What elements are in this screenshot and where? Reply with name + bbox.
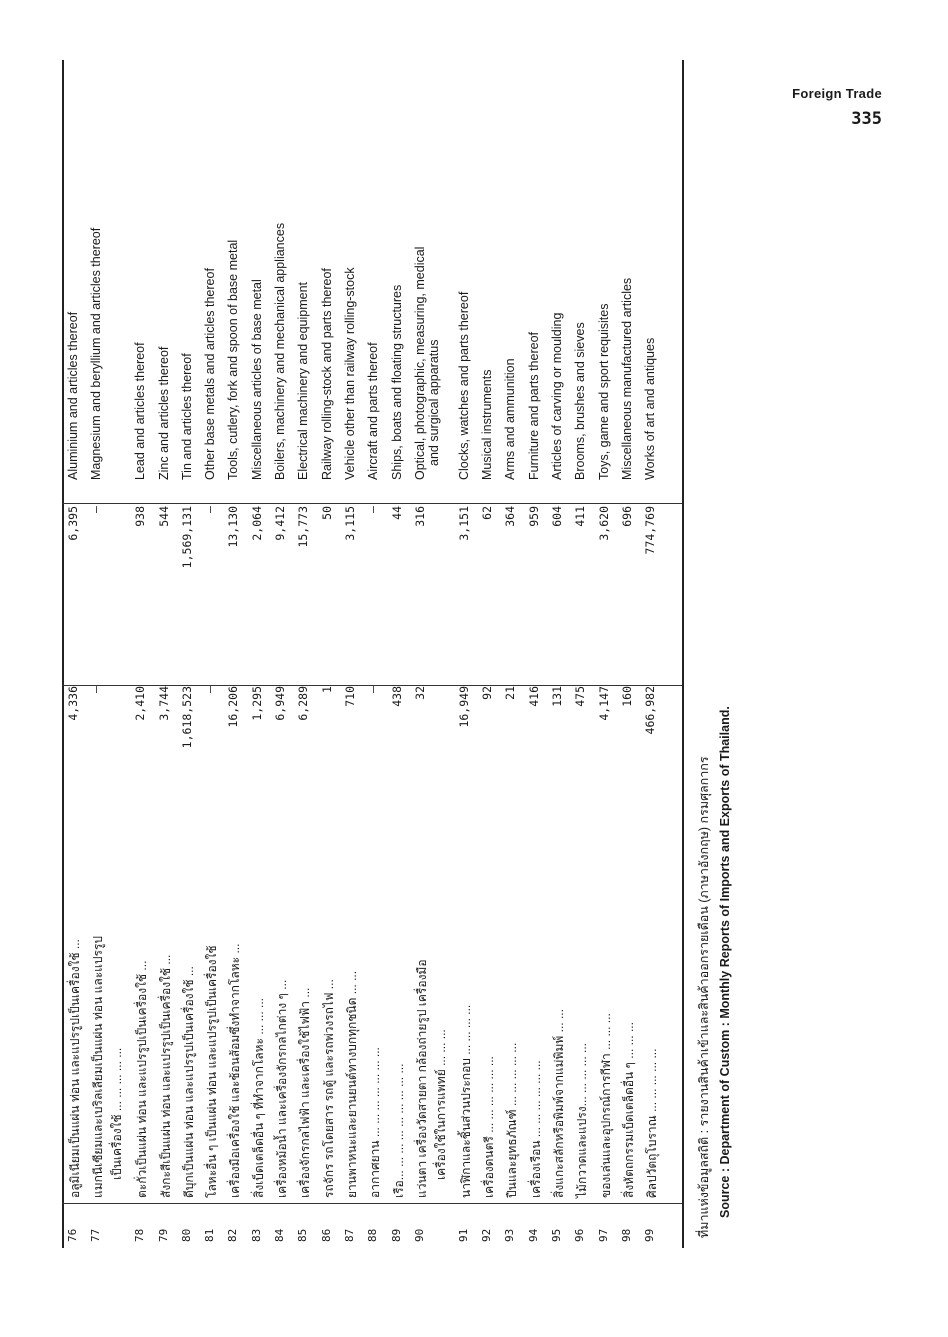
hs-code: 89 <box>389 1228 403 1242</box>
english-description <box>643 60 657 494</box>
english-description <box>390 60 404 494</box>
english-description-line: Works of art and antiques <box>643 337 658 480</box>
hs-code: 77 <box>89 1228 103 1242</box>
hs-code: 82 <box>226 1228 240 1242</box>
table-row <box>620 60 643 1248</box>
table-row <box>527 60 550 1248</box>
value-column-1: 438 <box>389 686 404 707</box>
value-column-1: 1 <box>319 686 334 693</box>
hs-code: 87 <box>342 1228 356 1242</box>
thai-description <box>226 848 245 1202</box>
thai-description-line: สิ่งแกะสลักหรือพิมพ์จากแม่พิมพ์ ... ... <box>552 1009 567 1198</box>
hs-code: 91 <box>456 1228 470 1242</box>
thai-description <box>550 848 569 1202</box>
english-description <box>89 60 103 494</box>
table-row <box>250 60 273 1248</box>
value-column-2: 50 <box>319 506 334 520</box>
value-column-2: – <box>203 506 218 513</box>
thai-description <box>573 848 592 1202</box>
table-bottom-rule <box>682 60 684 1248</box>
thai-description-line: เครื่องใช้ในการแพทย์ ... ... ... <box>433 1029 448 1180</box>
value-column-2: 9,412 <box>273 506 288 541</box>
value-column-1: 32 <box>412 686 427 700</box>
table-row <box>550 60 573 1248</box>
value-column-2: – <box>89 506 104 513</box>
thai-description <box>366 848 385 1202</box>
english-description <box>366 60 380 494</box>
english-description-line: Boilers, machinery and mechanical appliances <box>273 222 288 480</box>
thai-description-line: ไม้กวาดและแปรง... ... ... ... ... <box>575 1042 590 1198</box>
table-row <box>643 60 666 1248</box>
thai-description <box>66 848 85 1202</box>
thai-description <box>273 848 292 1202</box>
english-description-line: Electrical machinery and equipment <box>296 281 311 480</box>
thai-description-line: แว่นตา เครื่องวัดสายตา กล้องถ่ายรูป เครื่องมือ <box>414 959 429 1198</box>
english-description-line: Aircraft and parts thereof <box>366 342 381 480</box>
thai-description <box>503 848 522 1202</box>
english-description-line: Zinc and articles thereof <box>156 346 171 480</box>
hs-code: 92 <box>480 1228 494 1242</box>
value-column-2: 544 <box>156 506 171 527</box>
hs-code: 78 <box>133 1228 147 1242</box>
trade-table <box>62 60 792 1248</box>
hs-code: 94 <box>526 1228 540 1242</box>
value-column-2: 411 <box>573 506 588 527</box>
english-description <box>550 60 564 494</box>
hs-code: 81 <box>203 1228 217 1242</box>
thai-description <box>296 848 315 1202</box>
value-column-2: 959 <box>526 506 541 527</box>
english-description-line: Tools, cutlery, fork and spoon of base metal <box>226 239 241 480</box>
thai-description-line: เป็นเครื่องใช้ ... ... ... ... ... <box>110 1047 125 1180</box>
english-description-line: Lead and articles thereof <box>133 342 148 480</box>
value-column-1: – <box>89 686 104 693</box>
value-column-1: 466,982 <box>643 686 658 735</box>
thai-description-line: นาฬิกาและชิ้นส่วนประกอบ ... ... ... ... <box>458 1004 473 1198</box>
hs-code: 98 <box>619 1228 633 1242</box>
table-row <box>480 60 503 1248</box>
value-column-2: 774,769 <box>643 506 658 555</box>
table-row <box>226 60 249 1248</box>
value-column-2: 3,115 <box>342 506 357 541</box>
english-description-line: Musical instruments <box>480 369 495 480</box>
thai-description-line: เครื่องมือเครื่องใช้ และช้อนส้อมซึ่งทำจากโลหะ ... <box>228 943 243 1198</box>
hs-code: 90 <box>412 1228 426 1242</box>
value-column-1: 6,289 <box>296 686 311 721</box>
value-column-2: 3,620 <box>596 506 611 541</box>
thai-description <box>390 848 409 1202</box>
english-description-line: Magnesium and beryllium and articles thereof <box>89 227 104 480</box>
thai-description <box>643 848 662 1202</box>
thai-description-line: ปืนและยุทธภัณฑ์ ... ... ... ... ... <box>505 1042 520 1198</box>
thai-description-line: เครื่องเรือน ... ... ... ... ... ... <box>528 1060 543 1198</box>
table-row <box>343 60 366 1248</box>
english-description <box>250 60 264 494</box>
english-description <box>620 60 634 494</box>
thai-description <box>180 848 199 1202</box>
english-description <box>480 60 494 494</box>
thai-description <box>620 848 639 1202</box>
page-header <box>792 86 882 129</box>
hs-code: 85 <box>296 1228 310 1242</box>
table-row <box>457 60 480 1248</box>
value-column-2: 13,130 <box>226 506 241 548</box>
value-column-2: 938 <box>133 506 148 527</box>
value-column-1: 6,949 <box>273 686 288 721</box>
value-column-1: – <box>203 686 218 693</box>
hs-code: 79 <box>156 1228 170 1242</box>
thai-description-line: ตะกั่วเป็นแผ่น ท่อน และแปรรูปเป็นเครื่องใช้ ... <box>135 960 150 1198</box>
hs-code: 83 <box>249 1228 263 1242</box>
source-english: Source : Department of Custom : Monthly Reports of Imports and Exports of Thailand. <box>718 706 732 1218</box>
value-column-1: 3,744 <box>156 686 171 721</box>
english-description <box>157 60 171 494</box>
value-column-2: 604 <box>550 506 565 527</box>
value-column-1: 1,295 <box>249 686 264 721</box>
table-row <box>66 60 89 1248</box>
table-row <box>273 60 296 1248</box>
thai-description-line: อลูมิเนียมเป็นแผ่น ท่อน และแปรรูปเป็นเครื่องใช้ ... <box>68 939 82 1198</box>
source-thai: ที่มาแห่งข้อมูลสถิติ : รายงานสินค้าเข้าและสินค้าออกรายเดือน (ภาษาอังกฤษ) กรมศุลกากร <box>697 756 711 1238</box>
english-description-line: Miscellaneous manufactured articles <box>619 277 634 480</box>
value-column-1: 16,949 <box>456 686 471 728</box>
thai-description-line: สังกะสีเป็นแผ่น ท่อน และแปรรูปเป็นเครื่องใช้ ... <box>158 954 173 1198</box>
english-description <box>503 60 517 494</box>
thai-description-line: สิ่งเบ็ดเตล็ดอื่น ๆ ที่ทำจากโลหะ ... ... ... <box>251 997 266 1198</box>
table-row <box>157 60 180 1248</box>
english-description-line: Arms and ammunition <box>503 358 518 480</box>
english-description-line: and surgical apparatus <box>426 339 441 466</box>
value-column-1: 1,618,523 <box>179 686 194 749</box>
value-column-1: 2,410 <box>133 686 148 721</box>
value-column-1: 92 <box>480 686 495 700</box>
thai-description <box>157 848 176 1202</box>
english-description-line: Clocks, watches and parts thereof <box>456 291 471 480</box>
hs-code: 84 <box>273 1228 287 1242</box>
hs-code: 80 <box>179 1228 193 1242</box>
thai-description <box>480 848 499 1202</box>
value-column-1: 21 <box>503 686 518 700</box>
table-row <box>89 60 133 1248</box>
value-column-2: 364 <box>503 506 518 527</box>
hs-code: 93 <box>503 1228 517 1242</box>
value-column-2: 2,064 <box>249 506 264 541</box>
english-description-line: Optical, photographic, measuring, medical <box>412 246 427 480</box>
table-row <box>503 60 526 1248</box>
english-description <box>573 60 587 494</box>
value-column-1: 4,147 <box>596 686 611 721</box>
thai-description <box>133 848 152 1202</box>
english-description-line: Other base metals and articles thereof <box>203 268 218 480</box>
table-row <box>296 60 319 1248</box>
section-title: Foreign Trade <box>792 86 882 101</box>
table-row <box>133 60 156 1248</box>
source-note <box>694 60 732 1248</box>
english-description-line: Articles of carving or moulding <box>550 312 565 480</box>
table-row <box>390 60 413 1248</box>
english-description-line: Furniture and parts thereof <box>526 332 541 480</box>
thai-description <box>320 848 339 1202</box>
english-description-line: Aluminium and articles thereof <box>66 311 80 480</box>
value-column-2: 316 <box>412 506 427 527</box>
value-column-2: 6,395 <box>66 506 80 541</box>
hs-code: 86 <box>319 1228 333 1242</box>
thai-description-line: โลหะอื่น ๆ เป็นแผ่น ท่อน และแปรรูปเป็นเครื่องใช้ <box>205 945 220 1198</box>
value-column-1: 416 <box>526 686 541 707</box>
value-column-1: 4,336 <box>66 686 80 721</box>
thai-description-line: ยานพาหนะและยานยนต์ทางบกทุกชนิด ... ... <box>344 970 359 1198</box>
table-row <box>366 60 389 1248</box>
value-column-1: – <box>366 686 381 693</box>
value-column-2: 62 <box>480 506 495 520</box>
value-column-2: 1,569,131 <box>179 506 194 569</box>
english-description-line: Brooms, brushes and sieves <box>573 322 588 480</box>
thai-description-line: สิ่งหัตถกรรมเบ็ดเตล็ดอื่น ๆ ... ... ... <box>621 1022 636 1198</box>
thai-description <box>597 848 616 1202</box>
english-description <box>527 60 541 494</box>
table-row <box>413 60 457 1248</box>
table-top-rule <box>62 60 64 1248</box>
english-description <box>343 60 357 494</box>
thai-description <box>250 848 269 1202</box>
page-number: 335 <box>851 109 882 129</box>
english-description-line: Ships, boats and floating structures <box>389 284 404 480</box>
thai-description <box>457 848 476 1202</box>
value-column-2: 15,773 <box>296 506 311 548</box>
thai-description-line: อากาศยาน ... ... ... ... ... ... ... <box>368 1047 383 1198</box>
thai-description-line: เรือ... ... ... ... ... ... ... ... ... <box>391 1063 406 1198</box>
english-description <box>597 60 611 494</box>
value-column-2: 3,151 <box>456 506 471 541</box>
value-column-1: 710 <box>342 686 357 707</box>
english-description-line: Toys, game and sport requisites <box>596 303 611 480</box>
value-column-1: 16,206 <box>226 686 241 728</box>
thai-description-line: แมกนีเซียมและเบริลเลียมเป็นแผ่น ท่อน และแปรรูป <box>91 935 106 1198</box>
thai-description <box>203 848 222 1202</box>
hs-code: 97 <box>596 1228 610 1242</box>
thai-description-line: ศิลปวัตถุโบราณ ... ... ... ... ... <box>645 1048 660 1198</box>
rotated-table-container <box>62 60 792 1248</box>
thai-description <box>527 848 546 1202</box>
value-column-1: 160 <box>619 686 634 707</box>
english-description <box>226 60 240 494</box>
english-description-line: Tin and articles thereof <box>179 353 194 480</box>
thai-description-line: ของเล่นและอุปกรณ์การกีฬา ... ... ... <box>598 1013 613 1198</box>
thai-description <box>89 848 127 1202</box>
english-description-line: Railway rolling-stock and parts thereof <box>319 268 334 480</box>
value-column-2: 44 <box>389 506 404 520</box>
english-description <box>273 60 287 494</box>
english-description-line: Vehicle other than railway rolling-stock <box>342 267 357 480</box>
thai-description <box>343 848 362 1202</box>
thai-description <box>413 848 451 1202</box>
english-description <box>413 60 441 494</box>
hs-code: 96 <box>573 1228 587 1242</box>
english-description <box>320 60 334 494</box>
english-description <box>133 60 147 494</box>
thai-description-line: เครื่องดนตรี ... ... ... ... ... ... <box>482 1056 497 1198</box>
english-description <box>457 60 471 494</box>
thai-description-line: รถจักร รถโดยสาร รถตู้ และรถพ่วงรถไฟ ... <box>321 979 336 1198</box>
thai-description-line: เครื่องหม้อน้ำ และเครื่องจักรกลไกต่าง ๆ ... <box>275 979 290 1198</box>
table-row <box>180 60 203 1248</box>
table-row <box>320 60 343 1248</box>
hs-code: 88 <box>366 1228 380 1242</box>
table-row <box>597 60 620 1248</box>
hs-code: 76 <box>66 1228 79 1242</box>
table-row <box>203 60 226 1248</box>
hs-code: 99 <box>643 1228 657 1242</box>
value-column-2: 696 <box>619 506 634 527</box>
english-description-line: Miscellaneous articles of base metal <box>249 279 264 480</box>
table-row <box>573 60 596 1248</box>
english-description <box>296 60 310 494</box>
table-body <box>66 60 667 1248</box>
thai-description-line: เครื่องจักรกลไฟฟ้า และเครื่องใช้ไฟฟ้า ... <box>298 987 313 1198</box>
value-column-2: – <box>366 506 381 513</box>
value-column-1: 131 <box>550 686 565 707</box>
english-description <box>180 60 194 494</box>
value-column-1: 475 <box>573 686 588 707</box>
thai-description-line: ดีบุกเป็นแผ่น ท่อน และแปรรูปเป็นเครื่องใช้ ... <box>181 966 196 1198</box>
hs-code: 95 <box>550 1228 564 1242</box>
english-description <box>203 60 217 494</box>
english-description <box>66 60 80 494</box>
